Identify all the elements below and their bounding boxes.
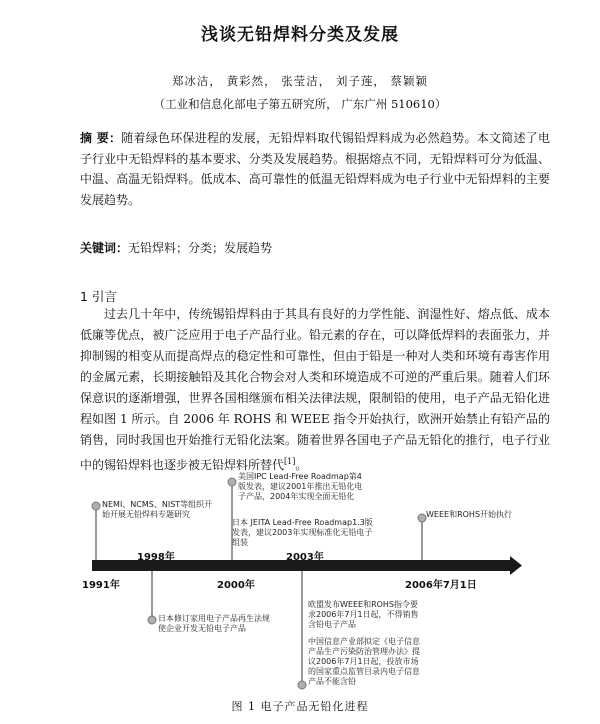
marker-2003	[298, 681, 306, 689]
section-heading: 1 引言	[80, 289, 117, 304]
section-body-text: 过去几十年中，传统锡铅焊料由于其具有良好的力学性能、润湿性好、熔点低、成本低廉等优点，被广泛应用于电子产品行业。铅元素的存在，可以降低焊料的表面张力，并抑制锡的相变从而提高焊点的稳定性和可靠性，但由于铅是一种对人类和环境有毒害作用的金属元素，长期接触铅及其化合物会对人类和环境造成不可逆的严重后果。随着人们环保意识的逐渐增强，世界各国相继颁布相关法律法规，限制铅的使用，电子产品无铅化进程如图 1 所示。自 2006 年 ROHS 和 WEEE 指令开始执行，欧洲开始禁止有铅产品的销售，同时我国也开始推行无铅化法案。随着世界各国电子产品无铅化的推行，电子行业中的锡铅焊料也逐步被无铅焊料所替代	[80, 307, 550, 472]
timeline-arrow	[510, 556, 522, 575]
authors: 郑冰洁， 黄彩然， 张莹洁， 刘子莲， 蔡颖颖	[171, 74, 429, 88]
event-jeita: 日本 JEITA Lead-Free Roadmap1.3版发表，建议2003年实现标准化无铅电子组装	[232, 518, 373, 547]
abstract-label: 摘 要：	[80, 131, 122, 145]
section-body	[80, 304, 550, 476]
marker-2006	[418, 514, 426, 522]
abstract-text: 随着绿色环保进程的发展，无铅焊料取代锡铅焊料成为必然趋势。本文简述了电子行业中无铅焊料的基本要求、分类及发展趋势。根据熔点不同，无铅焊料可分为低温、中温、高温无铅焊料。低成本、高可靠性的低温无铅焊料成为电子行业中无铅焊料的主要发展趋势。	[80, 131, 550, 207]
timeline-figure	[0, 460, 600, 695]
year-2006: 2006年7月1日	[405, 580, 477, 591]
event-japan: 日本修订家用电子产品再生法规使企业开发无铅电子产品	[158, 614, 270, 633]
section-body-end: 。	[295, 458, 308, 472]
affiliation: （工业和信息化部电子第五研究所， 广东广州 510610）	[153, 97, 447, 111]
paper-title: 浅谈无铅焊料分类及发展	[201, 25, 399, 45]
event-nemi: NEMI、NCMS、NIST等组织开始开展无铅焊料专题研究	[102, 500, 213, 519]
year-1991: 1991年	[82, 580, 120, 591]
keywords	[80, 238, 550, 259]
event-ipc: 美国IPC Lead-Free Roadmap第4版发表，建议2001年推出无铅化电子产品，2004年实现全面无铅化	[238, 472, 363, 501]
abstract	[80, 128, 550, 210]
keywords-text: 无铅焊料；分类；发展趋势	[128, 241, 273, 255]
figure-caption: 图 1 电子产品无铅化进程	[231, 700, 369, 713]
marker-1991	[92, 502, 100, 510]
event-china: 中国信息产业部拟定《电子信息产品生产污染防治管理办法》提议2006年7月1日起，投放市场的国家重点监管目录内电子信息产品不能含铅	[308, 637, 420, 686]
year-2003: 2003年	[286, 552, 324, 563]
event-weee-rohs: WEEE和ROHS开始执行	[426, 510, 513, 519]
reference-marker: [1]	[284, 457, 296, 466]
year-2000: 2000年	[217, 580, 255, 591]
marker-2000	[228, 478, 236, 486]
year-1998: 1998年	[137, 552, 175, 563]
keywords-label: 关键词：	[80, 241, 129, 255]
marker-1998	[148, 616, 156, 624]
event-eu: 欧盟发布WEEE和ROHS指令要求2006年7月1日起，不得销售含铅电子产品	[308, 600, 419, 629]
